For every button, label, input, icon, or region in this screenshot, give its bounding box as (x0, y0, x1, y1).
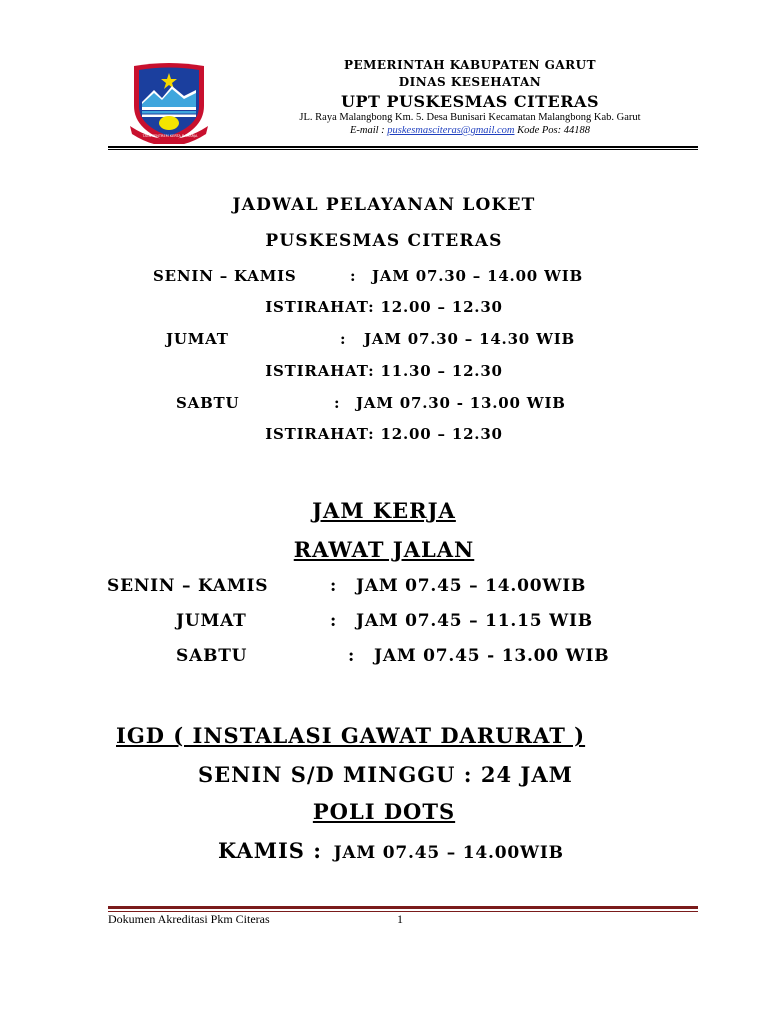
day-label: KAMIS : (218, 838, 322, 863)
time-value: JAM 07.45 – 14.00WIB (356, 576, 587, 596)
loket-break-1: ISTIRAHAT: 12.00 – 12.30 (265, 298, 503, 316)
separator: : (340, 330, 347, 348)
email-link[interactable]: puskesmasciteras@gmail.com (387, 125, 515, 136)
header-divider (108, 146, 698, 148)
header-divider-thin (108, 149, 698, 150)
igd-hours: SENIN S/D MINGGU : 24 JAM (198, 762, 573, 787)
igd-title: IGD ( INSTALASI GAWAT DARURAT ) (116, 723, 586, 748)
dots-title: POLI DOTS (312, 799, 456, 824)
kop-address: JL. Raya Malangbong Km. 5. Desa Bunisari Kecamatan Malangbong Kab. Garut (299, 112, 641, 123)
loket-break-2: ISTIRAHAT: 11.30 – 12.30 (265, 362, 503, 380)
day-label: SENIN – KAMIS (107, 576, 269, 596)
day-label: SABTU (176, 646, 248, 666)
kop-department: DINAS KESEHATAN (398, 75, 542, 89)
dots-schedule (218, 838, 564, 863)
separator: : (330, 611, 338, 631)
kop-contact (230, 125, 710, 136)
time-value: JAM 07.45 – 14.00WIB (333, 843, 564, 863)
footer-divider (108, 906, 698, 909)
separator: : (350, 267, 357, 285)
loket-title: JADWAL PELAYANAN LOKET (232, 195, 536, 215)
loket-break-3: ISTIRAHAT: 12.00 – 12.30 (265, 425, 503, 443)
postal-code: Kode Pos: 44188 (514, 125, 591, 136)
email-label: E-mail : (349, 125, 388, 136)
kop-government: PEMERINTAH KABUPATEN GARUT (343, 58, 597, 72)
logo-motto: TATA TENTREM KERTA RAHARJA (142, 134, 198, 138)
day-label: SABTU (176, 394, 240, 412)
jamkerja-subtitle: RAWAT JALAN (293, 537, 475, 562)
loket-subtitle: PUSKESMAS CITERAS (265, 231, 503, 251)
separator: : (348, 646, 356, 666)
day-label: JUMAT (166, 330, 229, 348)
garut-emblem-logo (128, 60, 210, 144)
day-label: SENIN – KAMIS (153, 267, 297, 285)
time-value: JAM 07.45 - 13.00 WIB (374, 646, 610, 666)
day-label: JUMAT (176, 611, 247, 631)
time-value: JAM 07.45 – 11.15 WIB (356, 611, 593, 631)
footer-document-name: Dokumen Akreditasi Pkm Citeras (108, 912, 270, 926)
kop-institution: UPT PUSKESMAS CITERAS (341, 92, 599, 111)
jamkerja-title: JAM KERJA (312, 498, 456, 523)
separator: : (330, 576, 338, 596)
time-value: JAM 07.30 – 14.30 WIB (364, 330, 576, 348)
footer-page-number: 1 (397, 912, 403, 926)
separator: : (334, 394, 341, 412)
time-value: JAM 07.30 - 13.00 WIB (356, 394, 566, 412)
time-value: JAM 07.30 – 14.00 WIB (372, 267, 584, 285)
